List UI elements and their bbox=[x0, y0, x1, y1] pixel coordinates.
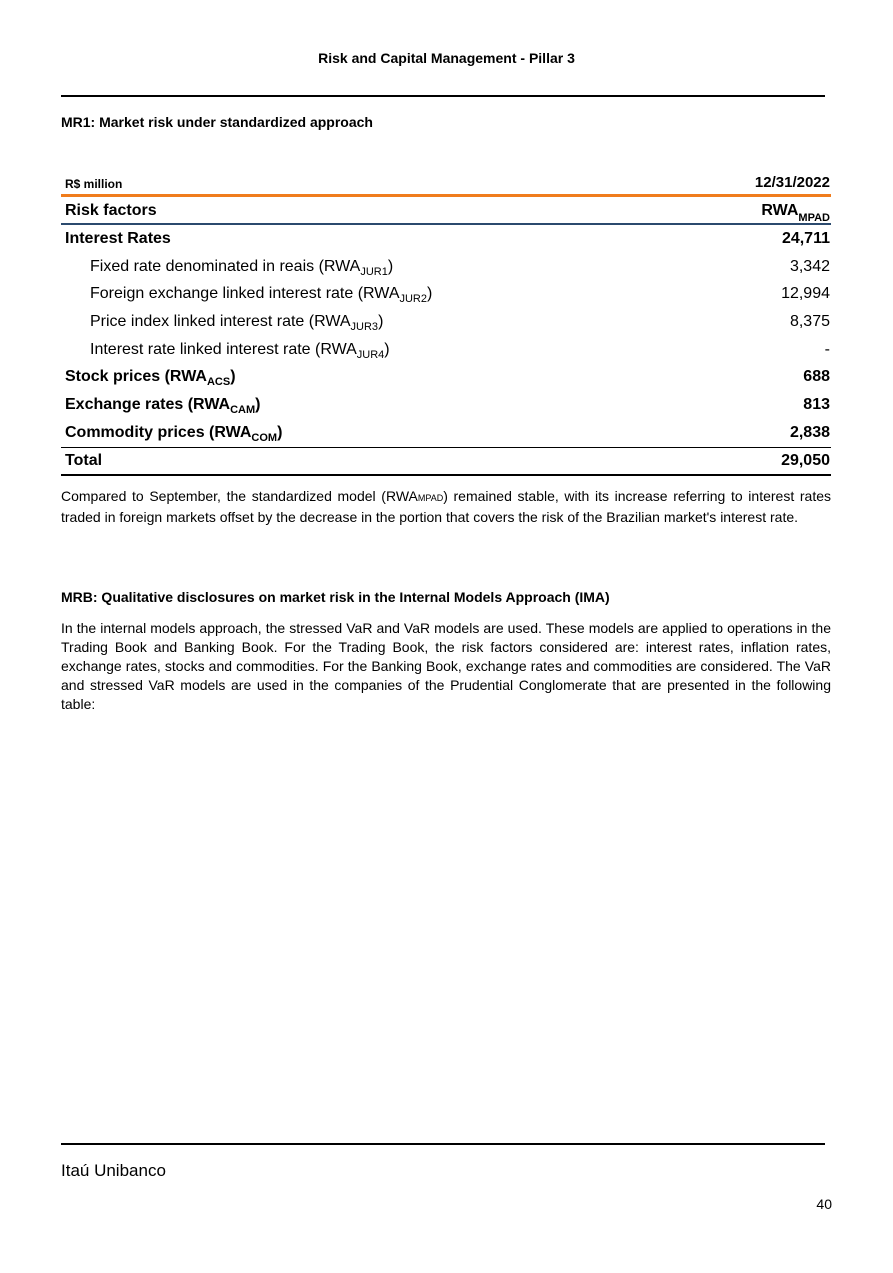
row-label-text: Fixed rate denominated in reais (RWA bbox=[90, 257, 361, 275]
date-column-header: 12/31/2022 bbox=[754, 174, 830, 191]
row-label-suffix: ) bbox=[277, 423, 283, 441]
row-label-text: Price index linked interest rate (RWA bbox=[90, 312, 351, 330]
row-label-suffix: ) bbox=[230, 368, 236, 386]
total-value: 29,050 bbox=[781, 451, 830, 469]
row-label-suffix: ) bbox=[384, 340, 390, 358]
row-label-sub: JUR1 bbox=[360, 265, 388, 278]
row-label bbox=[65, 313, 383, 331]
row-label bbox=[65, 396, 260, 414]
header-rule bbox=[61, 95, 825, 97]
total-label: Total bbox=[65, 451, 103, 469]
row-label-text: Stock prices (RWA bbox=[65, 368, 207, 386]
mrb-paragraph: In the internal models approach, the stressed VaR and VaR models are used. These models are applied to operations in the Trading Book and Banking Book. For the Trading Book, the risk factors considered are: interest rates, inflation rates, exchange rates, stocks and commodities. For the Banking Book, exchange rates and commodities are considered. The VaR and stressed VaR models are used in the companies of the Prudential Conglomerate that are presented in the following table: bbox=[61, 620, 831, 712]
row-label-text: Interest Rates bbox=[65, 229, 171, 247]
comment-text-end: ) remained stable, with its increase referring to interest rates traded in foreign markets offset by the decrease in the portion that covers the risk of the Brazilian market's interest rate. bbox=[61, 488, 831, 525]
row-label-text: Foreign exchange linked interest rate (RWA bbox=[90, 285, 400, 303]
rwa-header-main: RWA bbox=[761, 202, 799, 219]
row-label-sub: JUR4 bbox=[356, 348, 385, 361]
footer-rule bbox=[61, 1143, 825, 1145]
row-label-sub: CAM bbox=[230, 403, 256, 416]
row-value: 3,342 bbox=[789, 257, 830, 275]
table-row bbox=[61, 336, 831, 364]
comment-text-start: Compared to September, the standardized model (RWA bbox=[61, 488, 418, 504]
row-label-sub: JUR3 bbox=[350, 320, 379, 333]
row-label bbox=[65, 285, 433, 306]
table-header-row bbox=[61, 197, 831, 223]
table-row bbox=[61, 308, 831, 336]
row-value: 2,838 bbox=[789, 423, 830, 441]
row-label bbox=[65, 424, 282, 442]
mr1-section-title: MR1: Market risk under standardized approach bbox=[61, 114, 373, 130]
row-label-sub: COM bbox=[251, 431, 278, 444]
table-row bbox=[61, 253, 831, 281]
page-number: 40 bbox=[816, 1196, 832, 1212]
mr1-table bbox=[61, 172, 831, 476]
table-row bbox=[61, 363, 831, 391]
row-value: 24,711 bbox=[781, 229, 830, 247]
row-value: 688 bbox=[803, 368, 830, 386]
row-value: 12,994 bbox=[781, 285, 830, 303]
row-label-text: Interest rate linked interest rate (RWA bbox=[90, 340, 357, 358]
table-bottom-rule bbox=[61, 474, 831, 476]
mr1-comment-paragraph bbox=[61, 487, 831, 527]
row-label-text: Exchange rates (RWA bbox=[65, 395, 231, 413]
row-label bbox=[65, 230, 171, 248]
row-label-suffix: ) bbox=[387, 257, 394, 275]
table-row bbox=[61, 225, 831, 253]
row-label bbox=[65, 258, 393, 276]
table-row bbox=[61, 391, 831, 419]
row-value: - bbox=[824, 340, 830, 358]
row-label-suffix: ) bbox=[378, 312, 384, 330]
table-total-row bbox=[61, 448, 831, 474]
row-label-sub: JUR2 bbox=[399, 293, 427, 306]
row-label bbox=[65, 368, 236, 389]
comment-subscript: MPAD bbox=[417, 493, 444, 503]
rwa-header bbox=[761, 202, 830, 224]
footer-brand: Itaú Unibanco bbox=[61, 1161, 166, 1180]
row-label-text: Commodity prices (RWA bbox=[65, 423, 252, 441]
row-value: 813 bbox=[803, 395, 830, 413]
row-label-sub: ACS bbox=[206, 376, 231, 389]
risk-factors-header: Risk factors bbox=[65, 202, 157, 219]
row-label-suffix: ) bbox=[427, 285, 433, 303]
mrb-section-title: MRB: Qualitative disclosures on market risk in the Internal Models Approach (IMA) bbox=[61, 589, 610, 605]
table-row bbox=[61, 419, 831, 447]
row-value: 8,375 bbox=[789, 312, 830, 330]
table-units-row bbox=[61, 172, 831, 194]
page-header-title: Risk and Capital Management - Pillar 3 bbox=[318, 50, 575, 66]
rwa-header-sub: MPAD bbox=[798, 212, 830, 224]
row-label-suffix: ) bbox=[255, 395, 261, 413]
units-label: R$ million bbox=[65, 177, 123, 191]
row-label bbox=[65, 341, 390, 359]
table-row bbox=[61, 280, 831, 308]
